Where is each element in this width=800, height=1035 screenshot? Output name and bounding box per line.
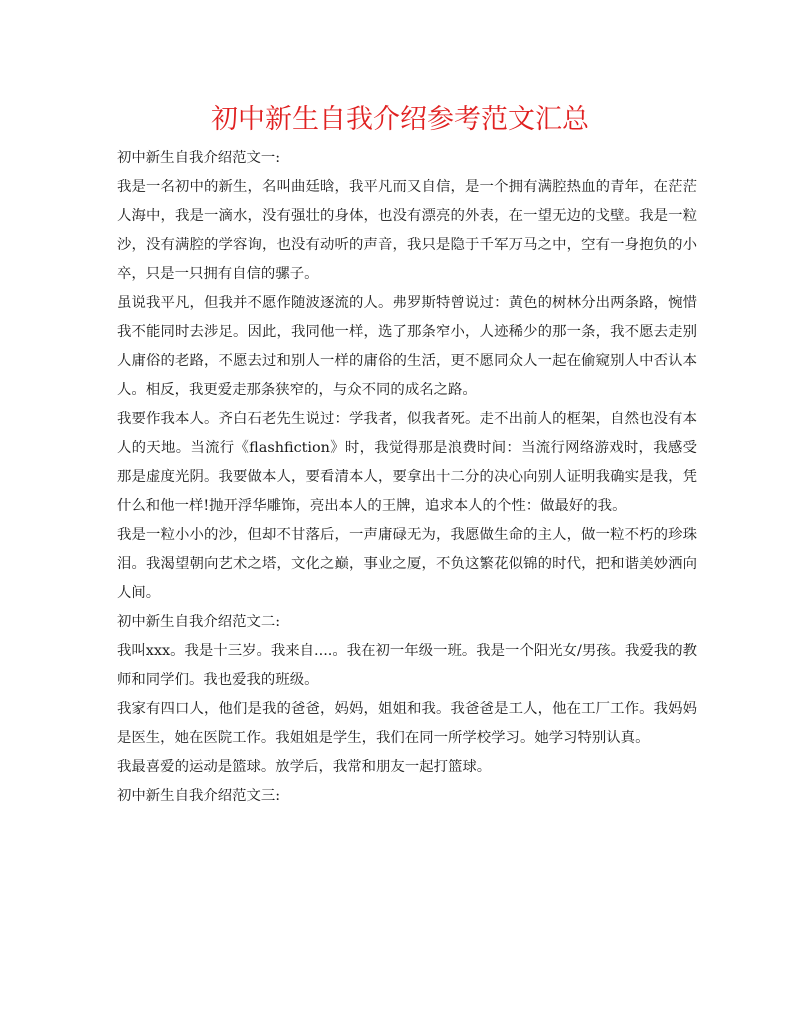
paragraph-6: 我家有四口人，他们是我的爸爸，妈妈，姐姐和我。我爸爸是工人，他在工厂工作。我妈妈是医生，她在医院工作。我姐姐是学生，我们在同一所学校学习。她学习特别认真。 [117,701,697,746]
document-body [117,144,697,811]
paragraph-3: 我要作我本人。齐白石老先生说过：学我者，似我者死。走不出前人的框架，自然也没有本人的天地。当流行《flashfiction》时，我觉得那是浪费时间：当流行网络游戏时，我感受那是虚度光阴。我要做本人，要看清本人，要拿出十二分的决心向别人证明我确实是我，凭什么和他一样!抛开浮华雕饰，亮出本人的王牌，追求本人的个性：做最好的我。 [117,411,697,514]
paragraph-5: 我叫xxx。我是十三岁。我来自....。我在初一年级一班。我是一个阳光女/男孩。我爱我的教师和同学们。我也爱我的班级。 [117,643,697,688]
paragraph-1: 我是一名初中的新生，名叫曲廷晗，我平凡而又自信，是一个拥有满腔热血的青年，在茫茫人海中，我是一滴水，没有强壮的身体，也没有漂亮的外表，在一望无边的戈壁。我是一粒沙，没有满腔的学容询，也没有动听的声音，我只是隐于千军万马之中，空有一身抱负的小卒，只是一只拥有自信的骡子。 [117,179,697,282]
section-heading-2: 初中新生自我介绍范文二: [117,614,281,630]
section-heading-1: 初中新生自我介绍范文一: [117,150,281,166]
paragraph-2: 虽说我平凡，但我并不愿作随波逐流的人。弗罗斯特曾说过：黄色的树林分出两条路，惋惜我不能同时去涉足。因此，我同他一样，选了那条窄小，人迹稀少的那一条，我不愿去走别人庸俗的老路，不愿去过和别人一样的庸俗的生活，更不愿同众人一起在偷窥别人中否认本人。相反，我更爱走那条狭窄的，与众不同的成名之路。 [117,295,697,398]
document-title: 初中新生自我介绍参考范文汇总 [211,104,589,135]
section-heading-3: 初中新生自我介绍范文三: [117,788,281,804]
paragraph-4: 我是一粒小小的沙，但却不甘落后，一声庸碌无为，我愿做生命的主人，做一粒不朽的珍珠泪。我渴望朝向艺术之塔，文化之巅，事业之厦，不负这繁花似锦的时代，把和谐美妙洒向人间。 [117,527,697,601]
paragraph-7: 我最喜爱的运动是篮球。放学后，我常和朋友一起打篮球。 [117,759,492,775]
